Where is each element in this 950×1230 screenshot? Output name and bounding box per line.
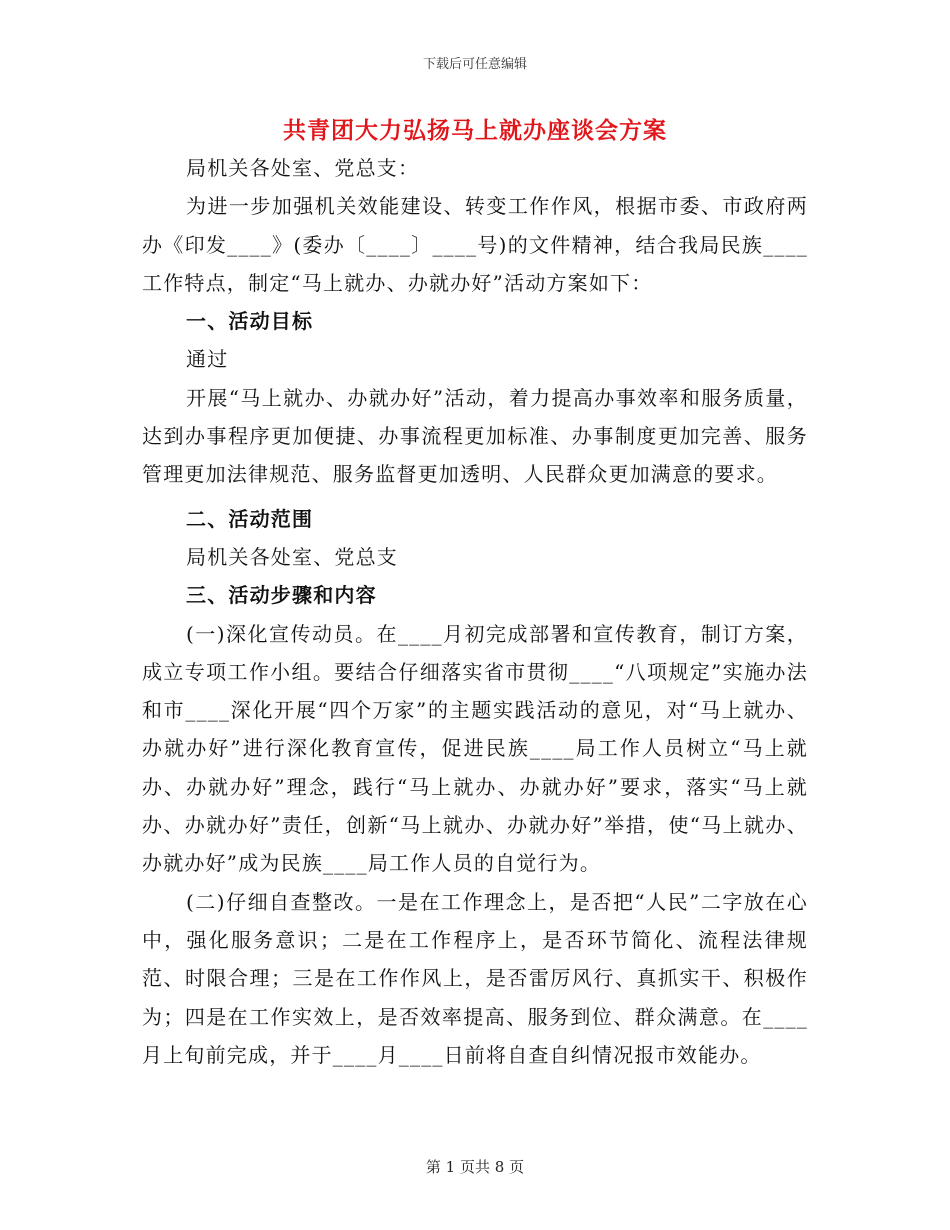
section-heading: 一、活动目标 (186, 309, 314, 334)
body-paragraph: 局机关各处室、党总支 (186, 544, 398, 569)
body-paragraph: 通过 (186, 347, 229, 372)
body-paragraph: 开展“马上就办、办就办好”活动，着力提高办事效率和服务质量，达到办事程序更加便捷、办事流程更加标准、办事制度更加完善、服务管理更加法律规范、服务监督更加透明、人民群众更加满意的要求。 (142, 385, 808, 487)
page-header: 下载后可任意编辑 (422, 57, 527, 72)
body-paragraph: 局机关各处室、党总支： (186, 156, 420, 180)
body-paragraph: (一)深化宣传动员。在____月初完成部署和宣传教育，制订方案，成立专项工作小组。要结合仔细落实省市贯彻____“八项规定”实施办法和市____深化开展“四个万家”的主题实践活动的意见，对“马上就办、办就办好”进行深化教育宣传，促进民族____局工作人员树立“马上就办、办就办好”理念，践行“马上就办、办就办好”要求，落实“马上就办、办就办好”责任，创新“马上就办、办就办好”举措，使“马上就办、办就办好”成为民族____局工作人员的自觉行为。 (142, 621, 808, 876)
document-title: 共青团大力弘扬马上就办座谈会方案 (283, 117, 667, 144)
document-body (142, 149, 808, 1074)
body-paragraph: 为进一步加强机关效能建设、转变工作作风，根据市委、市政府两办《印发____》(委办〔____〕____号)的文件精神，结合我局民族____工作特点，制定“马上就办、办就办好”活动方案如下： (142, 194, 808, 295)
section-heading: 二、活动范围 (186, 506, 314, 531)
body-paragraph: (二)仔细自查整改。一是在工作理念上，是否把“人民”二字放在心中，强化服务意识；二是在工作程序上，是否环节简化、流程法律规范、时限合理；三是在工作作风上，是否雷厉风行、真抓实干、积极作为；四是在工作实效上，是否效率提高、服务到位、群众满意。在____月上旬前完成，并于____月____日前将自查自纠情况报市效能办。 (142, 889, 808, 1067)
section-heading: 三、活动步骤和内容 (186, 583, 377, 608)
page-footer: 第 1 页共 8 页 (425, 1158, 525, 1176)
